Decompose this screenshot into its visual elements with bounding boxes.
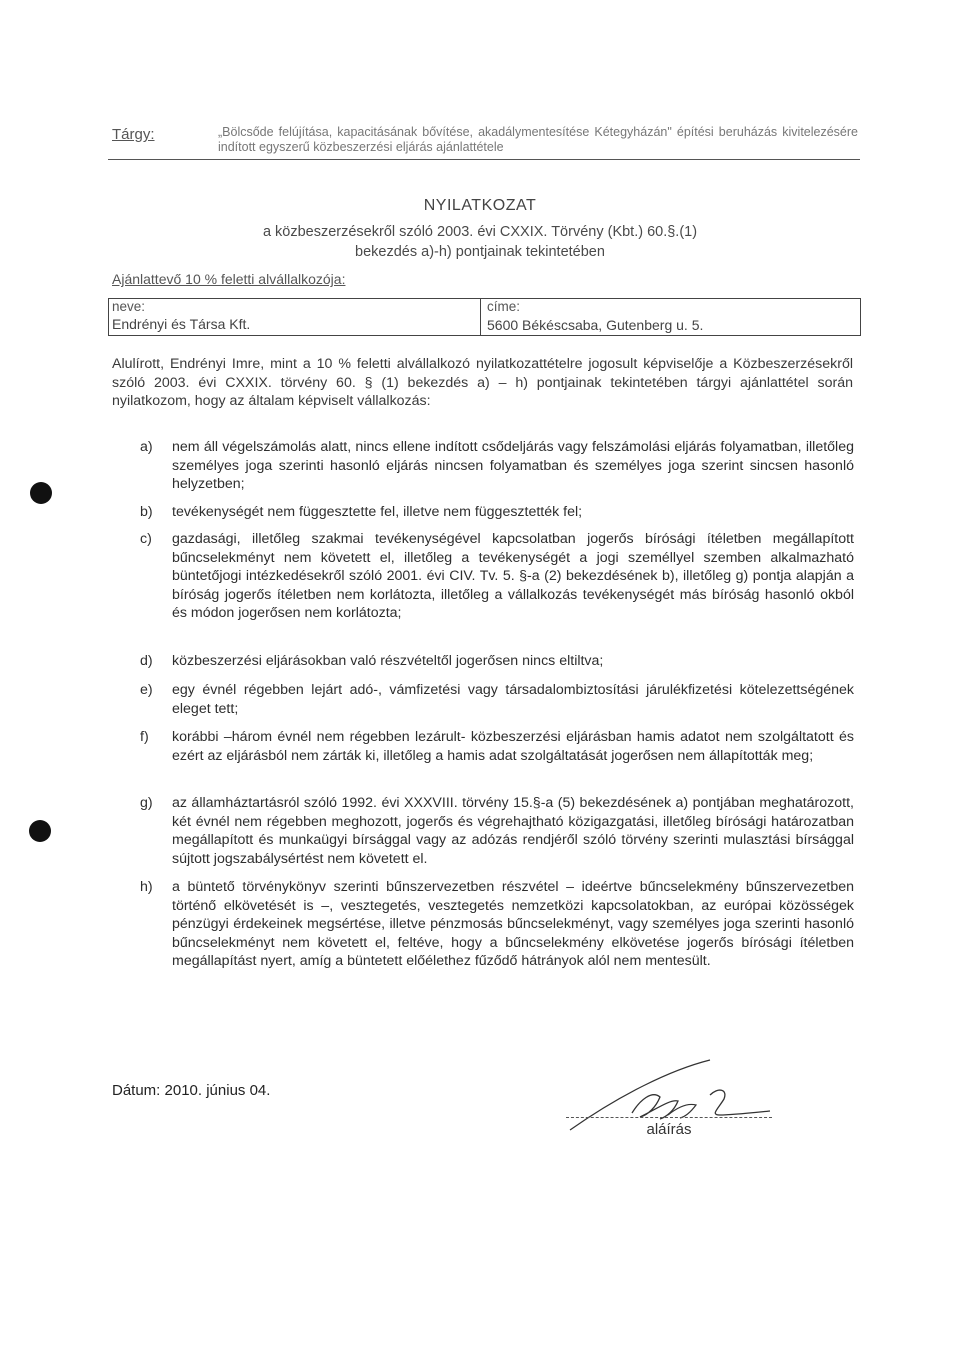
list-item-h: [140, 878, 854, 971]
declaration-title: NYILATKOZAT: [423, 197, 537, 214]
declaration-subtitle: [200, 222, 760, 262]
list-item-a: [140, 438, 854, 494]
info-box-divider: [480, 298, 481, 335]
item-letter: h): [140, 879, 153, 895]
list-item-c: [140, 530, 854, 623]
name-label: neve:: [112, 299, 146, 314]
declaration-subtitle-line-1: a közbeszerzésekről szóló 2003. évi CXXIX. Törvény (Kbt.) 60.§.(1): [262, 224, 698, 240]
list-item-d: [140, 652, 854, 671]
item-letter: f): [140, 729, 149, 745]
subcontractor-heading: Ajánlattevő 10 % feletti alvállalkozója:: [112, 271, 346, 287]
name-value: Endrényi és Társa Kft.: [112, 316, 251, 332]
item-text: gazdasági, illetőleg szakmai tevékenységével kapcsolatban jogerős bírósági ítéletben megállapított bűncselekményt nem követett el, illetőleg a tevékenységét a jogi személlyel szemben alkalmazható büntetőjogi intézkedésekről szóló 2001. évi CIV. Tv. 5. §-a (2) bekezdésének b), illetőleg g) pontja alapján a bíróság jogerős ítéletben nem korlátozta, illetőleg a vállalkozás tevékenységét más bíróság hasonló okból és módon jogerősen nem korlátozta;: [172, 531, 854, 621]
list-item-e: [140, 681, 854, 718]
item-letter: e): [140, 682, 153, 698]
signature-label: aláírás: [646, 1121, 692, 1138]
item-letter: b): [140, 504, 153, 520]
address-label: címe:: [487, 299, 521, 314]
list-item-f: [140, 728, 854, 765]
item-text: közbeszerzési eljárásokban való részvételtől jogerősen nincs eltiltva;: [172, 653, 604, 669]
date-line: Dátum: 2010. június 04.: [112, 1082, 271, 1099]
subject-text: „Bölcsőde felújítása, kapacitásának bővítése, akadálymentesítése Kétegyházán" építési beruházás kivitelezésére indított egyszerű közbeszerzési eljárás ajánlattétele: [218, 125, 858, 154]
item-text: egy évnél régebben lejárt adó-, vámfizetési vagy társadalombiztosítási járulékfizetési kötelezettségének eleget tett;: [172, 682, 854, 717]
intro-paragraph: Alulírott, Endrényi Imre, mint a 10 % feletti alvállalkozó nyilatkozattételre jogosult képviselője a Közbeszerzésekről szóló 2003. évi CXXIX. törvény 60. § (1) bekezdés a) – h) pontjainak tekintetében tárgyi ajánlattétel során nyilatkozom, hogy az általam képviselt vállalkozás:: [112, 356, 853, 409]
item-letter: g): [140, 795, 153, 811]
header-divider: [108, 159, 860, 160]
list-item-g: [140, 794, 854, 868]
declaration-subtitle-line-2: bekezdés a)-h) pontjainak tekintetében: [355, 244, 605, 260]
item-letter: a): [140, 439, 153, 455]
item-text: az államháztartásról szóló 1992. évi XXXVIII. törvény 15.§-a (5) bekezdésének a) pontjában meghatározott, két évnél nem régebben meghozott, jogerős és végrehajtható közigazgatási, illetőleg bírósági határozatban megállapított és munkaügyi bírsággal vagy az adózás rendjéről szóló törvény szerinti mulasztási bírsággal sújtott jogszabálysértést nem követett el.: [172, 795, 854, 867]
item-text: nem áll végelszámolás alatt, nincs ellene indított csődeljárás vagy felszámolási eljárás folyamatban, illetőleg személyes joga szerinti hasonló eljárás nincsen folyamatban és személyes joga szerint sincsen hasonló helyzetben;: [172, 439, 854, 492]
subject-label: Tárgy:: [112, 126, 155, 143]
hole-punch-mark: [29, 820, 51, 842]
signature-line: [566, 1117, 772, 1118]
hole-punch-mark: [30, 482, 52, 504]
item-letter: c): [140, 531, 152, 547]
item-text: korábbi –három évnél nem régebben lezárult- közbeszerzési eljárásban hamis adatot nem szolgáltatott és ezért az eljárásból nem zárták ki, illetőleg a hamis adat szolgáltatását jogerősen nem állapították meg;: [172, 729, 854, 764]
item-text: tevékenységét nem függesztette fel, illetve nem függesztették fel;: [172, 504, 583, 520]
address-value: 5600 Békéscsaba, Gutenberg u. 5.: [487, 317, 704, 333]
list-item-b: [140, 503, 854, 522]
item-letter: d): [140, 653, 153, 669]
item-text: a büntető törvénykönyv szerinti bűnszervezetben részvétel – ideértve bűncselekmény bűnszervezetben történő elkövetését is –, vesztegetés, vesztegetés nemzetközi kapcsolatokban, az európai közösségek pénzügyi érdekeinek megsértése, illetve pénzmosás bűncselekményt, vagy személyes joga szerinti hasonló bűncselekményt nem követett el, feltéve, hogy a bűncselekmény elkövetése jogerős bírósági ítéletben megállapítást nyert, amíg a büntetett előélethez fűződő hátrányok alól nem mentesült.: [172, 879, 854, 969]
